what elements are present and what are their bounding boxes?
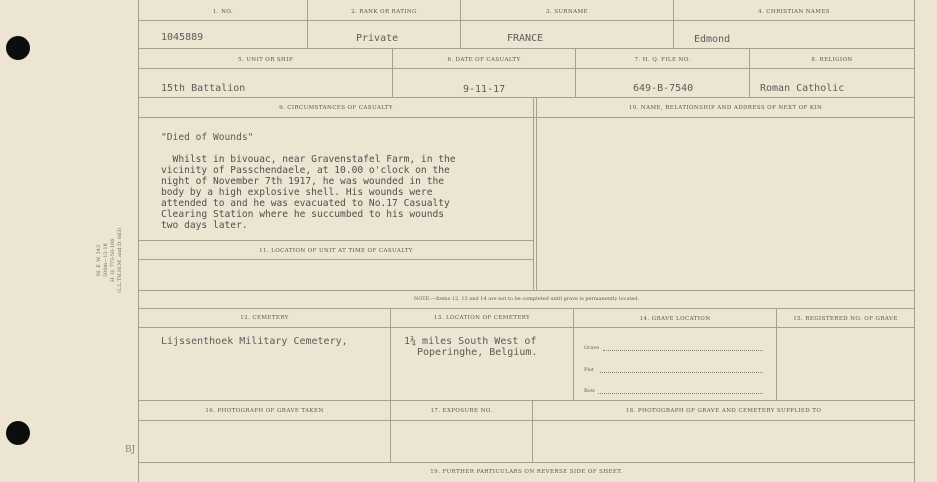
- rule: [138, 259, 534, 260]
- registered-no-label: 15. REGISTERED NO. OF GRAVE: [793, 316, 898, 322]
- rule: [138, 308, 915, 309]
- circumstances-text: [161, 154, 456, 231]
- print-ref-line: M. F. W. 243: [96, 244, 102, 276]
- rule: [390, 308, 391, 400]
- row-field-line: [598, 393, 763, 394]
- rule: [392, 48, 393, 97]
- rule: [138, 117, 915, 118]
- print-reference: [96, 215, 136, 305]
- rule: [307, 0, 308, 48]
- punch-hole-bottom: [6, 421, 30, 445]
- religion-label: 8. RELIGION: [811, 57, 853, 63]
- surname-label: 3. SURNAME: [546, 9, 588, 15]
- rule: [460, 0, 461, 48]
- location-unit-label: 11. LOCATION OF UNIT AT TIME OF CASUALTY: [259, 248, 413, 254]
- rule: [138, 420, 915, 421]
- right-border: [914, 0, 915, 482]
- location-cemetery-label: 13. LOCATION OF CEMETERY: [433, 315, 531, 321]
- rule: [536, 97, 537, 291]
- rule: [138, 48, 915, 49]
- unit-label: 5. UNIT OR SHIP: [238, 57, 293, 63]
- grave-location-label: 14. GRAVE LOCATION: [639, 316, 711, 322]
- christian-names-label: 4. CHRISTIAN NAMES: [758, 9, 830, 15]
- rule: [138, 20, 915, 21]
- circumstances-label: 9. CIRCUMSTANCES OF CASUALTY: [279, 105, 393, 111]
- grave-field-line: [603, 350, 763, 351]
- location-cemetery-line1: 1¾ miles South West of: [404, 336, 537, 347]
- rule: [673, 0, 674, 48]
- cemetery-value: Lijssenthoek Military Cemetery,: [161, 336, 348, 347]
- circumstances-line: body by a high explosive shell. His wounds were: [161, 187, 433, 198]
- next-of-kin-label: 10. NAME, RELATIONSHIP AND ADDRESS OF NEXT OF KIN: [628, 105, 823, 111]
- rule: [575, 48, 576, 97]
- date-casualty-value: 9-11-17: [463, 84, 506, 95]
- rule: [138, 462, 915, 463]
- religion-value: Roman Catholic: [760, 83, 845, 94]
- circumstances-line: Clearing Station where he succumbed to his wounds: [161, 209, 445, 220]
- circumstances-line: night of November 7th 1917, he was wounded in the: [161, 176, 445, 187]
- circumstances-line: attended to and he was evacuated to No.17 Casualty: [161, 198, 450, 209]
- unit-value: 15th Battalion: [161, 83, 246, 94]
- note-text: NOTE:—Items 12, 13 and 14 are not to be completed until grave is permanently located.: [413, 296, 640, 302]
- photo-taken-label: 16. PHOTOGRAPH OF GRAVE TAKEN: [205, 408, 324, 414]
- initials-mark: BJ: [125, 445, 136, 455]
- hq-file-value: 649-B-7540: [633, 83, 694, 94]
- rule: [138, 240, 534, 241]
- rule: [533, 97, 534, 291]
- print-ref-line: 500m—12-18: [103, 243, 109, 277]
- rank-label: 2. RANK OR RATING: [351, 9, 417, 15]
- print-ref-line: (L.L.TH.M.M. and D. 663): [117, 227, 123, 293]
- rule: [138, 290, 915, 291]
- rule: [138, 400, 915, 401]
- date-casualty-label: 6. DATE OF CASUALTY: [447, 57, 521, 63]
- photo-supplied-label: 18. PHOTOGRAPH OF GRAVE AND CEMETERY SUPPLIED TO: [625, 408, 822, 414]
- no-label: 1. NO.: [212, 9, 234, 15]
- rule: [138, 97, 915, 98]
- print-ref-line: H. Q. 773-50-106: [110, 238, 116, 282]
- surname-value: FRANCE: [507, 33, 544, 44]
- exposure-label: 17. EXPOSURE NO.: [430, 408, 493, 414]
- rule: [138, 327, 915, 328]
- rule: [749, 48, 750, 97]
- location-cemetery-line2: Poperinghe, Belgium.: [417, 347, 538, 358]
- circumstances-line: two days later.: [161, 220, 248, 231]
- plot-field-label: Plot: [584, 367, 594, 373]
- circumstances-heading: "Died of Wounds": [161, 132, 254, 143]
- row-field-label: Row: [584, 388, 596, 394]
- hq-file-label: 7. H. Q. FILE NO.: [634, 57, 691, 63]
- plot-field-line: [600, 372, 763, 373]
- rank-value: Private: [356, 33, 399, 44]
- circumstances-line: Whilst in bivouac, near Gravenstafel Farm, in the: [161, 154, 456, 165]
- grave-field-label: Grave: [584, 345, 600, 351]
- rule: [138, 68, 915, 69]
- circumstances-line: vicinity of Passchendaele, at 10.00 o'clock on the: [161, 165, 450, 176]
- further-particulars-label: 19. FURTHER PARTICULARS ON REVERSE SIDE OF SHEET.: [430, 469, 623, 475]
- punch-hole-top: [6, 36, 30, 60]
- no-value: 1045889: [161, 32, 204, 43]
- christian-names-value: Edmond: [694, 34, 731, 45]
- cemetery-label: 12. CEMETERY: [240, 315, 289, 321]
